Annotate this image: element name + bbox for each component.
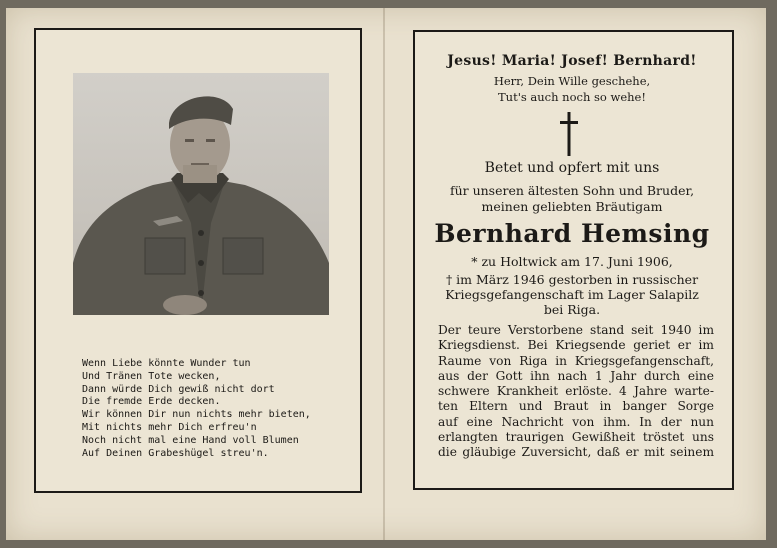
deceased-name: Bernhard Hemsing (434, 219, 710, 248)
poem-line: Und Tränen Tote wecken, (82, 370, 221, 382)
death-line: bei Riga. (543, 302, 601, 317)
cross-icon (560, 112, 578, 156)
soldier-portrait-image (73, 73, 329, 315)
memorial-poem (82, 358, 342, 460)
dedication-line: für unseren ältesten Sohn und Bruder, (449, 183, 695, 198)
death-line: Kriegsgefangenschaft im Lager Salapilz (445, 287, 699, 302)
bio-line: Der teure Verstorbene stand seit 1940 im (438, 323, 714, 337)
poem-line: Mit nichts mehr Dich erfreu'n (82, 421, 257, 433)
biography-text (438, 323, 714, 461)
bio-line: schwere Krankheit erlöste. 4 Jahre warte- (438, 384, 714, 399)
poem-line: Auf Deinen Grabeshügel streu'n. (82, 447, 269, 459)
death-line: † im März 1946 gestorben in russischer (445, 272, 699, 287)
bio-line: auf eine Nachricht von ihm. In der nun (438, 414, 714, 429)
poem-line: Dann würde Dich gewiß nicht dort (82, 383, 275, 395)
dedication-line: meinen geliebten Bräutigam (481, 199, 663, 214)
bio-line: aus der Gott ihn nach 1 Jahr durch eine (438, 368, 714, 383)
bio-line: Kriegsdienst. Bei Kriegsende geriet er im (438, 338, 714, 353)
prayer-line: Tut's auch noch so wehe! (498, 90, 646, 104)
poem-line: Wenn Liebe könnte Wunder tun (82, 358, 251, 369)
bio-line: Raume von Riga in Kriegsgefangenschaft, (438, 353, 714, 368)
bio-line: ten Eltern und Braut in banger Sorge (438, 399, 714, 414)
poem-line: Wir können Dir nun nichts mehr bieten, (82, 409, 311, 421)
invocation-heading: Jesus! Maria! Josef! Bernhard! (447, 53, 697, 69)
prayer-line: Herr, Dein Wille geschehe, (493, 74, 651, 88)
pray-line: Betet und opfert mit uns (484, 160, 660, 176)
poem-line: Noch nicht mal eine Hand voll Blumen (82, 434, 299, 446)
bio-line: die gläubige Zuversicht, daß er mit seinem (438, 445, 714, 460)
soldier-portrait-photo (73, 73, 329, 315)
card-fold (383, 8, 385, 540)
birth-line: * zu Holtwick am 17. Juni 1906, (471, 254, 673, 269)
bio-line: erlangten traurigen Gewißheit tröstet uns (438, 430, 714, 445)
poem-line: Die fremde Erde decken. (82, 396, 221, 408)
